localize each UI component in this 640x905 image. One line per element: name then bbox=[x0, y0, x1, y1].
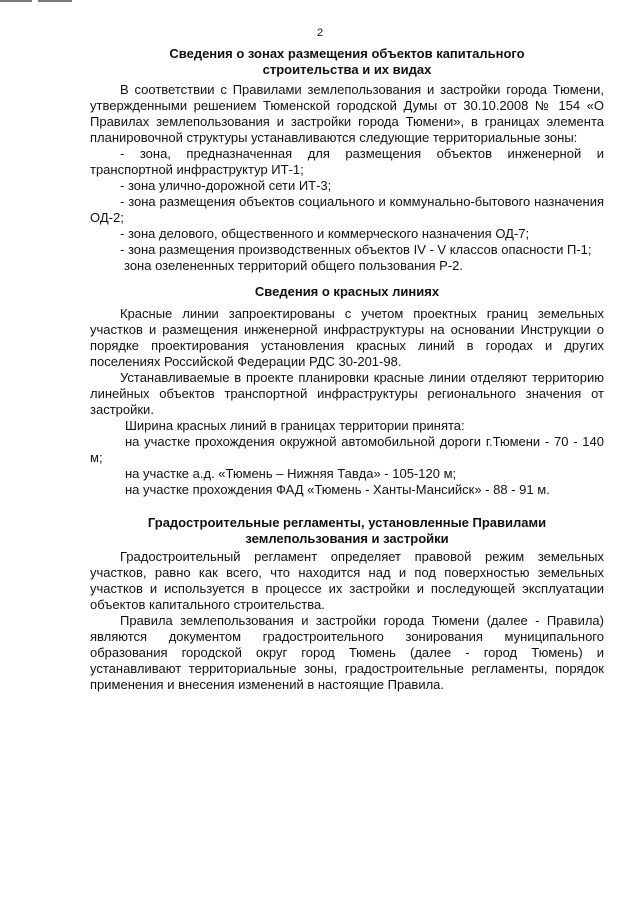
zone-item-od7: - зона делового, общественного и коммерческого назначения ОД-7; bbox=[120, 226, 530, 241]
red-lines-paragraph-2: Устанавливаемые в проекте планировки красные линии отделяют территорию линейных объектов транспортной инфраструктуры регионального значения от застройки. bbox=[90, 370, 604, 417]
regulations-paragraph-1: Градостроительный регламент определяет правовой режим земельных участков, равно как всего, что находится над и под поверхностью земельных участков и используется в процессе их застройки и последующей эксплуатации объектов капитального строительства. bbox=[90, 549, 604, 612]
red-lines-width-khanty-mansiysk: на участке прохождения ФАД «Тюмень - Ханты-Мансийск» - 88 - 91 м. bbox=[125, 482, 550, 497]
red-lines-width-intro: Ширина красных линий в границах территории принята: bbox=[125, 418, 465, 433]
section-red-lines-body bbox=[90, 306, 604, 498]
section-zones-heading-line1: Сведения о зонах размещения объектов капитального bbox=[169, 46, 525, 61]
zone-item-it1: - зона, предназначенная для размещения объектов инженерной и транспортной инфраструктур ИТ-1; bbox=[90, 146, 604, 177]
section-zones-body bbox=[90, 82, 604, 274]
zone-item-p1: - зона размещения производственных объектов IV - V классов опасности П-1; bbox=[120, 242, 592, 257]
page-number: 2 bbox=[316, 27, 324, 39]
section-regulations-heading-line1: Градостроительные регламенты, установленные Правилами bbox=[147, 515, 547, 530]
zone-item-od2: - зона размещения объектов социального и коммунально-бытового назначения ОД-2; bbox=[90, 194, 604, 225]
section-zones-heading-line2: строительства и их видах bbox=[262, 62, 432, 77]
document-body bbox=[90, 44, 604, 693]
red-lines-paragraph-1: Красные линии запроектированы с учетом проектных границ земельных участков и размещения инженерной инфраструктуры на основании Инструкции о порядке проектирования установления красных линий в городах и других поселениях Российской Федерации РДС 30-201-98. bbox=[90, 306, 604, 369]
regulations-paragraph-2: Правила землепользования и застройки города Тюмени (далее - Правила) являются документом градостроительного зонирования муниципального образования городской округ город Тюмень (далее - город Тюмень) и устанавливают территориальные зоны, градостроительные регламенты, порядок применения и внесения изменений в настоящие Правила. bbox=[90, 613, 604, 692]
section-red-lines-heading: Сведения о красных линиях bbox=[254, 284, 440, 299]
zones-intro-paragraph: В соответствии с Правилами землепользования и застройки города Тюмени, утвержденными решением Тюменской городской Думы от 30.10.2008 № 154 «О Правилах землепользования и застройки города Тюмени», в границах элемента планировочной структуры устанавливаются следующие территориальные зоны: bbox=[90, 82, 604, 145]
section-regulations-body bbox=[90, 549, 604, 693]
zone-item-it3: - зона улично-дорожной сети ИТ-3; bbox=[120, 178, 332, 193]
section-zones-heading bbox=[90, 46, 604, 78]
red-lines-width-ring-road: на участке прохождения окружной автомобильной дороги г.Тюмени - 70 - 140 м; bbox=[90, 434, 604, 465]
section-regulations-heading-line2: землепользования и застройки bbox=[245, 531, 449, 546]
section-regulations-heading bbox=[90, 515, 604, 547]
zone-item-r2: зона озелененных территорий общего пользования Р-2. bbox=[124, 258, 464, 273]
red-lines-width-nizhnyaya-tavda: на участке а.д. «Тюмень – Нижняя Тавда» - 105-120 м; bbox=[125, 466, 457, 481]
scan-corner-mark bbox=[0, 0, 74, 6]
